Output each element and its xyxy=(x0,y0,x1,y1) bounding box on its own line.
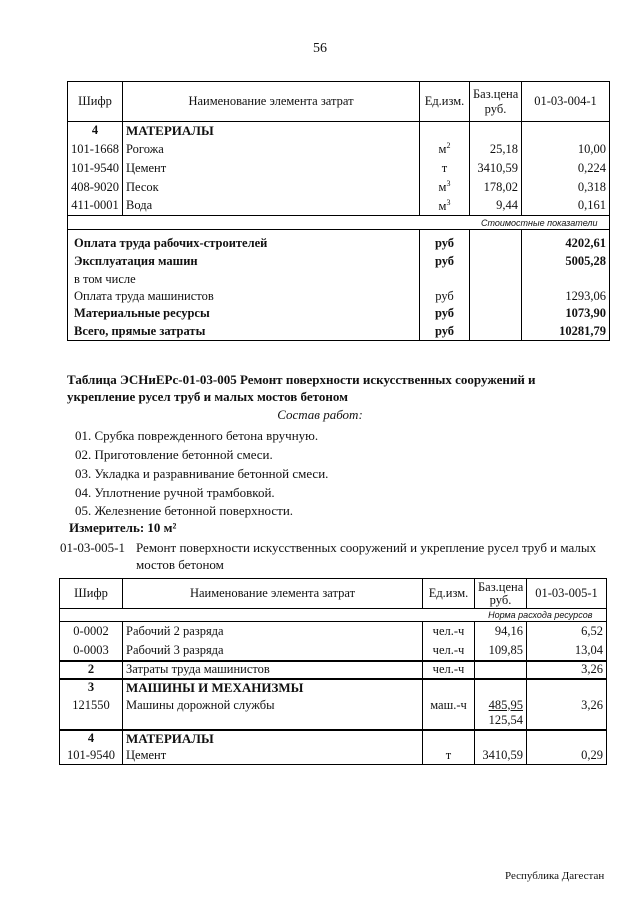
row-unit: $м^3$ xyxy=(420,178,470,197)
row-price: 3410,59 xyxy=(470,159,522,178)
table-row xyxy=(60,642,607,661)
section-code: 4 xyxy=(68,122,123,140)
total-value: 1073,90 xyxy=(522,305,610,323)
work-item: 04. Уплотнение ручной трамбовкой. xyxy=(75,485,275,500)
header-price: Баз.цена руб. xyxy=(475,579,527,609)
machine-price-secondary: 125,54 xyxy=(488,712,523,727)
table-row xyxy=(60,622,607,642)
section-code: 3 xyxy=(60,679,123,696)
total-value: 1293,06 xyxy=(522,288,610,305)
row-unit: маш.-ч xyxy=(423,696,475,730)
row-name: Рабочий 3 разряда xyxy=(123,642,423,661)
table-row xyxy=(60,747,607,765)
row-code: 121550 xyxy=(60,696,123,730)
header-unit: Ед.изм. xyxy=(420,82,470,122)
header-code: Шифр xyxy=(60,579,123,609)
table-row xyxy=(68,140,610,159)
row-price xyxy=(475,696,527,730)
item-code: 01-03-005-1 xyxy=(60,540,125,555)
row-name: Цемент xyxy=(123,747,423,765)
table-row xyxy=(60,661,607,679)
row-price: 25,18 xyxy=(470,140,522,159)
row-qty: 3,26 xyxy=(527,661,607,679)
row-code: 101-9540 xyxy=(60,747,123,765)
row-name: Рабочий 2 разряда xyxy=(123,622,423,642)
row-code: 0-0003 xyxy=(60,642,123,661)
row-unit: чел.-ч xyxy=(423,642,475,661)
total-row xyxy=(68,271,610,288)
row-code: 101-1668 xyxy=(68,140,123,159)
row-unit: $м^2$ xyxy=(420,140,470,159)
row-unit: чел.-ч xyxy=(423,661,475,679)
section-title: МАТЕРИАЛЫ xyxy=(123,730,423,747)
row-price: 109,85 xyxy=(475,642,527,661)
row-unit: $м^3$ xyxy=(420,197,470,216)
table-row xyxy=(68,178,610,197)
total-value: 5005,28 xyxy=(522,253,610,271)
total-name: в том числе xyxy=(68,271,420,288)
row-price: 9,44 xyxy=(470,197,522,216)
header-unit: Ед.изм. xyxy=(423,579,475,609)
total-row xyxy=(68,323,610,341)
norm-label: Норма расхода ресурсов xyxy=(475,609,607,622)
footer-region: Республика Дагестан xyxy=(505,870,605,882)
total-name: Материальные ресурсы xyxy=(68,305,420,323)
header-norm: 01-03-005-1 xyxy=(527,579,607,609)
header-name: Наименование элемента затрат xyxy=(123,579,423,609)
row-name: Вода xyxy=(123,197,420,216)
row-price: 178,02 xyxy=(470,178,522,197)
resource-table-2 xyxy=(59,578,607,765)
total-row xyxy=(68,235,610,253)
row-qty: 0,318 xyxy=(522,178,610,197)
row-qty: 0,161 xyxy=(522,197,610,216)
table-row xyxy=(68,197,610,216)
page-number: 56 xyxy=(313,41,327,56)
row-qty: 10,00 xyxy=(522,140,610,159)
row-name: Машины дорожной службы xyxy=(123,696,423,730)
row-qty: 0,29 xyxy=(527,747,607,765)
row-qty: 3,26 xyxy=(527,696,607,730)
item-description-line-2: мостов бетоном xyxy=(136,557,224,572)
header-name: Наименование элемента затрат xyxy=(123,82,420,122)
total-value: 4202,61 xyxy=(522,235,610,253)
header-price: Баз.цена руб. xyxy=(470,82,522,122)
total-name: Всего, прямые затраты xyxy=(68,323,420,341)
section-title: МАТЕРИАЛЫ xyxy=(123,122,420,140)
row-price: 94,16 xyxy=(475,622,527,642)
work-item: 02. Приготовление бетонной смеси. xyxy=(75,447,273,462)
row-name: Песок xyxy=(123,178,420,197)
row-code: 408-9020 xyxy=(68,178,123,197)
header-norm: 01-03-004-1 xyxy=(522,82,610,122)
table-row xyxy=(68,159,610,178)
total-row xyxy=(68,253,610,271)
total-unit: руб xyxy=(420,253,470,271)
resource-table-1 xyxy=(67,81,610,341)
table-title-line-2: укрепление русел труб и малых мостов бетоном xyxy=(67,389,348,404)
machine-price-primary: 485,95 xyxy=(488,697,523,712)
total-unit: руб xyxy=(420,323,470,341)
work-composition-heading: Состав работ: xyxy=(277,407,363,422)
row-code: 0-0002 xyxy=(60,622,123,642)
total-name: Оплата труда машинистов xyxy=(68,288,420,305)
work-item: 03. Укладка и разравнивание бетонной смеси. xyxy=(75,466,329,481)
row-code: 411-0001 xyxy=(68,197,123,216)
total-row xyxy=(68,288,610,305)
row-name: Цемент xyxy=(123,159,420,178)
total-name: Оплата труда рабочих-строителей xyxy=(68,235,420,253)
work-item: 01. Срубка поврежденного бетона вручную. xyxy=(75,428,319,443)
row-qty: 6,52 xyxy=(527,622,607,642)
total-name: Эксплуатация машин xyxy=(68,253,420,271)
measure-unit: Измеритель: 10 м² xyxy=(69,520,177,535)
section-code: 4 xyxy=(60,730,123,747)
row-code: 2 xyxy=(60,661,123,679)
row-name: Рогожа xyxy=(123,140,420,159)
row-unit: т xyxy=(420,159,470,178)
total-row xyxy=(68,305,610,323)
total-unit: руб xyxy=(420,305,470,323)
section-title: МАШИНЫ И МЕХАНИЗМЫ xyxy=(123,679,423,696)
row-code: 101-9540 xyxy=(68,159,123,178)
row-qty: 0,224 xyxy=(522,159,610,178)
total-value: 10281,79 xyxy=(522,323,610,341)
total-unit: руб xyxy=(420,235,470,253)
row-unit: чел.-ч xyxy=(423,622,475,642)
cost-indicators-label: Стоимостные показатели xyxy=(470,216,610,230)
row-price: 3410,59 xyxy=(475,747,527,765)
row-name: Затраты труда машинистов xyxy=(123,661,423,679)
item-description-line-1: Ремонт поверхности искусственных сооружений и укрепление русел труб и малых xyxy=(136,540,597,555)
header-code: Шифр xyxy=(68,82,123,122)
table-row xyxy=(60,696,607,730)
row-qty: 13,04 xyxy=(527,642,607,661)
table-title-line-1: Таблица ЭСНиЕРс-01-03-005 Ремонт поверхности искусственных сооружений и xyxy=(67,372,536,387)
row-unit: т xyxy=(423,747,475,765)
total-unit: руб xyxy=(420,288,470,305)
work-item: 05. Железнение бетонной поверхности. xyxy=(75,503,294,518)
